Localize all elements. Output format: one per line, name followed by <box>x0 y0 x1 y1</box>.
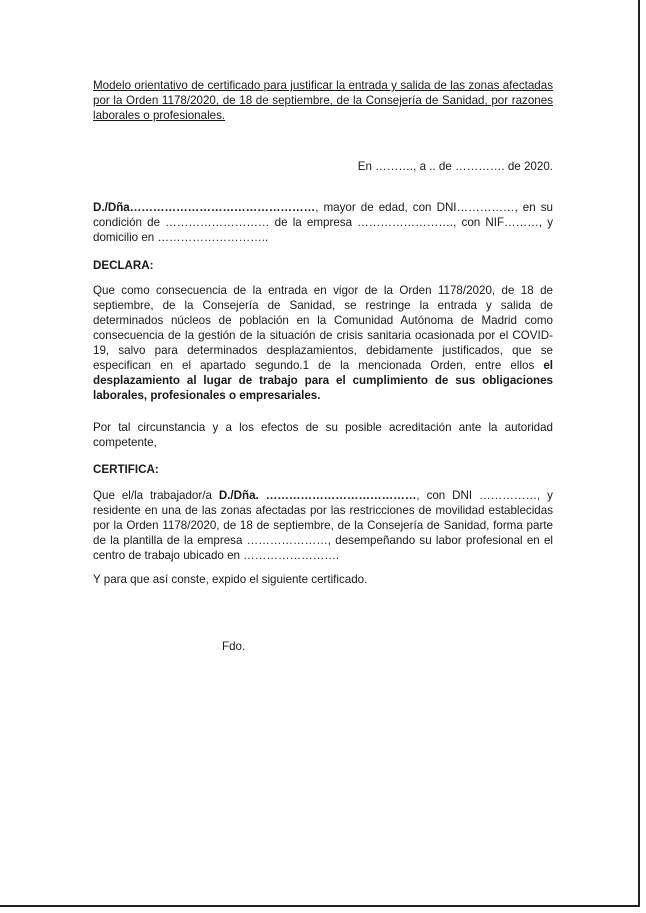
circunstancia-paragraph: Por tal circunstancia y a los efectos de su posible acreditación ante la autoridad competente, <box>93 421 553 449</box>
signature-label: Fdo. <box>222 640 246 653</box>
document-title: Modelo orientativo de certificado para justificar la entrada y salida de las zonas afectadas por la Orden 1178/2020, de 18 de septiembre, de la Consejería de Sanidad, por razones laborales o profesionales. <box>93 79 553 122</box>
declara-text: Que como consecuencia de la entrada en vigor de la Orden 1178/2020, de 18 de septiembre, de la Consejería de Sanidad, se restringe la entrada y salida de determinados núcleos de población en la Comunidad Autónoma de Madrid como consecuencia de la gestión de la situación de crisis sanitaria ocasionada por el COVID-19, salvo para determinados desplazamientos, debidamente justificados, que se especifican en el apartado segundo.1 de la mencionada Orden, entre ellos <box>93 284 553 372</box>
person-paragraph <box>93 200 553 245</box>
certifica-text-b: , con DNI ……………, y residente en una de las zonas afectadas por las restricciones de movilidad establecidas por la Orden 1178/2020, de 18 de septiembre, de la Consejería de Sanidad, forma parte de la plantilla de la empresa …………………, desempeñando su labor profesional en el centro de trabajo ubicado en ……………………. <box>93 489 553 562</box>
closing-paragraph: Y para que así conste, expido el siguiente certificado. <box>93 573 368 586</box>
certifica-paragraph <box>93 488 553 563</box>
certifica-text-a: Que el/la trabajador/a <box>93 489 219 502</box>
person-name-field: D./Dña………………………………………… <box>93 201 316 214</box>
declara-heading: DECLARA: <box>93 259 154 272</box>
declara-paragraph <box>93 283 553 403</box>
person-details: , mayor de edad, con DNI……………, en su condición de ……………………… de la empresa ……………………., con NIF………, y domicilio en ……………………….. <box>93 201 553 244</box>
worker-name-field: D./Dña. ………………………………… <box>218 489 417 502</box>
certifica-heading: CERTIFICA: <box>93 463 159 476</box>
declara-bold-text: el desplazamiento al lugar de trabajo para el cumplimiento de sus obligaciones laborales, profesionales o empresariales. <box>93 359 553 402</box>
date-line: En ………., a .. de …………. de 2020. <box>357 160 553 173</box>
